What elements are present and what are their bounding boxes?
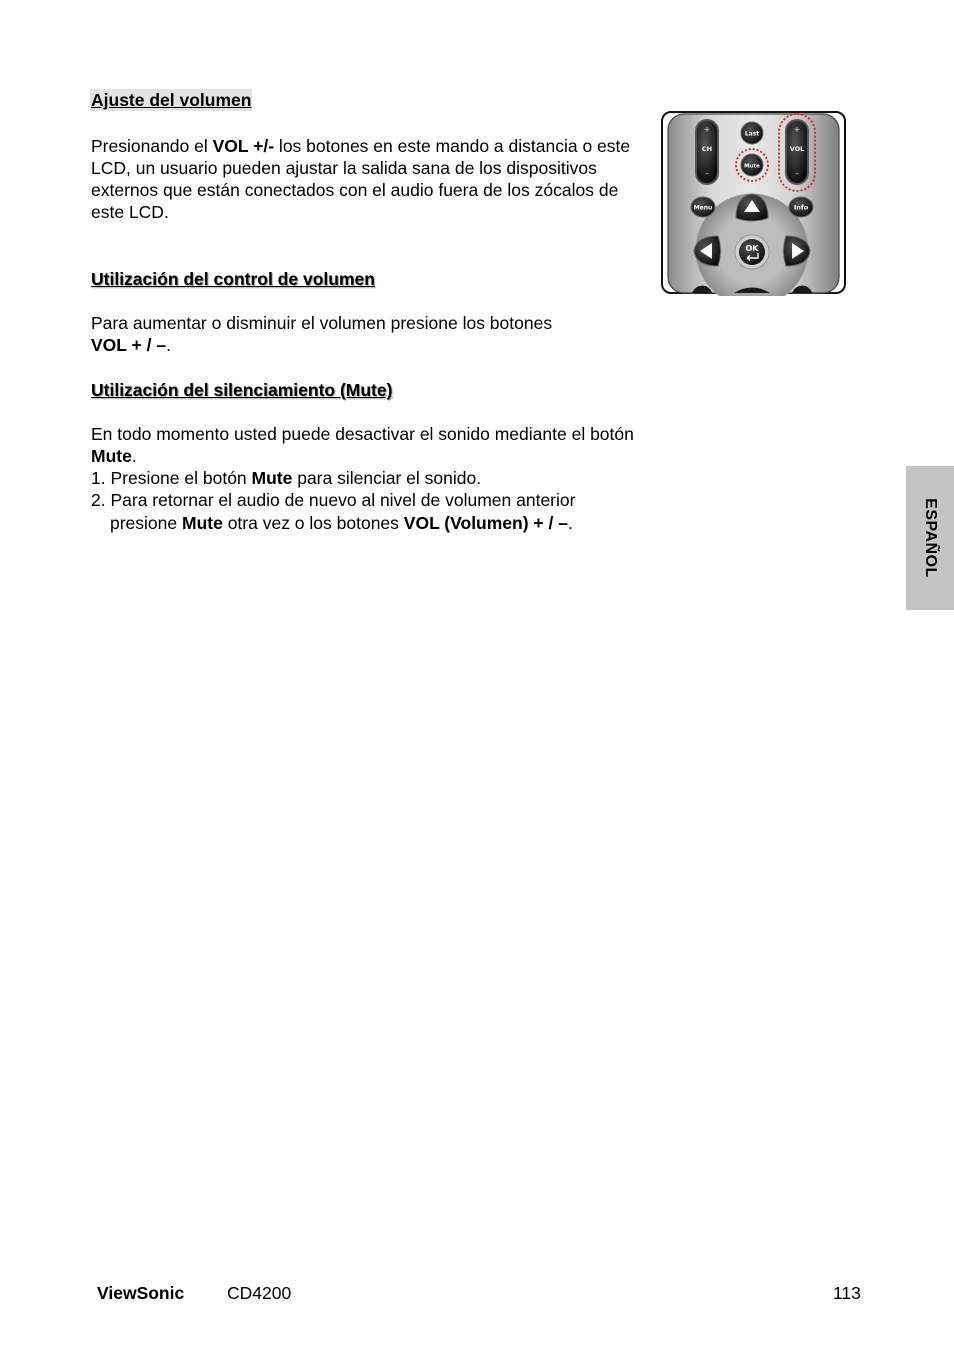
vol-key-label: VOL + / – <box>91 335 167 355</box>
remote-control-illustration <box>660 110 848 296</box>
language-tab-label: ESPAÑOL <box>922 498 939 578</box>
vol-rocker-button <box>785 119 809 185</box>
mute-paragraph <box>91 423 643 467</box>
mute-label: Mute <box>744 163 760 170</box>
page-number: 113 <box>833 1283 861 1303</box>
mute-step-2-line-1: 2. Para retornar el audio de nuevo al nivel de volumen anterior <box>91 490 576 510</box>
text: los botones en este mando a distancia o este LCD, un usuario pueden ajustar la salida sana de los dispositivos externos que están conectados con el audio fuera de los zócalos de este LCD. <box>91 136 631 222</box>
last-label: Last <box>744 130 760 138</box>
text: presione <box>110 513 182 533</box>
volume-adjust-paragraph <box>91 135 643 223</box>
mute-key-label: Mute <box>91 446 132 466</box>
footer-model: CD4200 <box>227 1283 292 1303</box>
text: Para aumentar o disminuir el volumen presione los botones <box>91 313 553 333</box>
section-heading-volume-control: Utilización del control de volumen <box>91 269 375 289</box>
mute-button <box>741 154 763 176</box>
mute-step-2-line-2 <box>110 512 710 534</box>
volume-control-paragraph <box>91 312 651 356</box>
info-label: Info <box>793 203 809 212</box>
ok-label: OK <box>745 244 759 253</box>
text: 1. Presione el botón <box>91 468 252 488</box>
menu-label: Menu <box>693 204 713 212</box>
text: . <box>567 513 573 533</box>
section-heading-mute: Utilización del silenciamiento (Mute) <box>91 380 393 400</box>
mute-key-label: Mute <box>182 513 223 533</box>
info-button <box>789 197 813 217</box>
ok-button <box>735 235 769 269</box>
vol-label: VOL <box>789 145 805 153</box>
section-heading-volume-adjust: Ajuste del volumen <box>91 90 252 110</box>
vol-key-label: VOL +/- <box>212 136 275 156</box>
plus-glyph: + <box>793 125 801 134</box>
minus-glyph: – <box>705 169 709 178</box>
text: . <box>131 446 137 466</box>
minus-glyph: – <box>795 169 799 178</box>
text: . <box>166 335 171 355</box>
text: En todo momento usted puede desactivar el sonido mediante el botón <box>91 424 634 444</box>
menu-button <box>691 197 715 217</box>
last-button <box>741 122 763 144</box>
plus-glyph: + <box>703 125 711 134</box>
footer-brand: ViewSonic <box>97 1283 185 1303</box>
vol-key-label: VOL (Volumen) + / – <box>403 513 568 533</box>
ch-rocker-button <box>695 119 719 185</box>
text: para silenciar el sonido. <box>292 468 482 488</box>
mute-key-label: Mute <box>251 468 293 488</box>
ch-label: CH <box>701 145 713 153</box>
mute-step-1 <box>91 467 691 489</box>
text: Presionando el <box>91 136 213 156</box>
text: otra vez o los botones <box>222 513 404 533</box>
language-side-tab <box>906 466 954 610</box>
